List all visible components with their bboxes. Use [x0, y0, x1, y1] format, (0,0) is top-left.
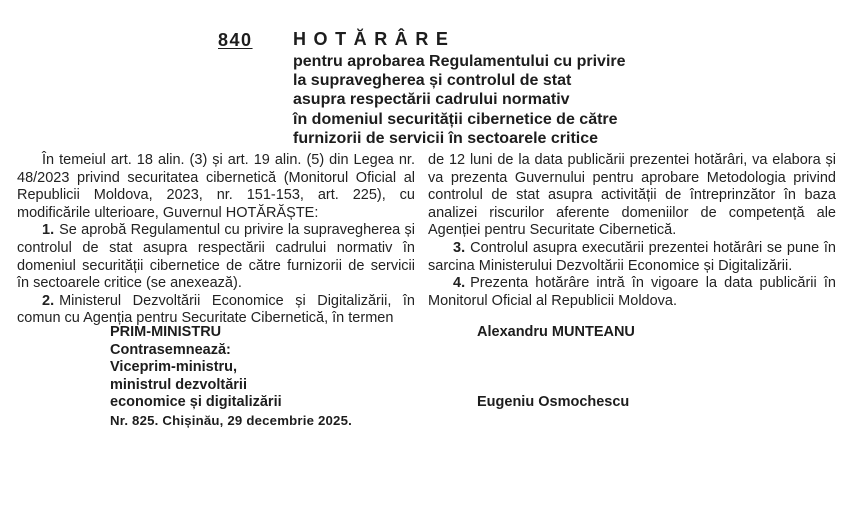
paragraph-text: Se aprobă Regulamentul cu privire la supravegherea și controlul de stat asupra respectării cadrului normativ în domeniul securității cibernetice de către furnizorii de servicii în sectoarele critice (se anexează).	[17, 222, 415, 292]
paragraph-point-2	[17, 293, 415, 328]
countersign-label: Contrasemnează:	[110, 341, 231, 358]
countersign-name: Eugeniu Osmochescu	[477, 394, 630, 410]
paragraph-preamble	[17, 152, 415, 222]
body-column-left	[17, 152, 415, 328]
decree-number: 840	[218, 30, 253, 50]
paragraph-marker: 3.	[453, 239, 466, 256]
paragraph-marker: 1.	[42, 222, 55, 239]
paragraph-point-2-continued	[428, 152, 836, 240]
signature-titles-block	[110, 324, 282, 412]
paragraph-text: Prezenta hotărâre intră în vigoare la data publicării în Monitorul Oficial al Republicii Moldova.	[428, 275, 836, 309]
pm-title: PRIM-MINISTRU	[110, 324, 222, 340]
decree-subtitle-line: la supravegherea și controlul de stat	[293, 72, 572, 90]
paragraph-text: Controlul asupra executării prezentei hotărâri se pune în sarcina Ministerului Dezvoltării Economice și Digitalizării.	[428, 239, 836, 274]
paragraph-point-3	[428, 240, 836, 275]
decree-subtitle-line: pentru aprobarea Regulamentului cu privire	[293, 53, 626, 70]
paragraph-marker: 4.	[453, 275, 466, 292]
paragraph-marker: 2.	[42, 292, 55, 309]
paragraph-point-4	[428, 275, 836, 310]
pm-name: Alexandru MUNTEANU	[477, 324, 635, 340]
decree-subtitle-line: în domeniul securității cibernetice de către	[293, 110, 618, 128]
paragraph-text: de 12 luni de la data publicării prezentei hotărâri, va elabora și va prezenta Guvernului pentru aprobare Metodologia privind controlul de stat asupra activității de întreprinzător în baza analizei riscurilor aferente domeniilor de competență ale Agenției pentru Securitate Cibernetică.	[428, 152, 836, 239]
paragraph-text: În temeiul art. 18 alin. (3) și art. 19 alin. (5) din Legea nr. 48/2023 privind securitatea cibernetică (Monitorul Oficial al Republicii Moldova, 2023, nr. 151-153, art. 225), cu modificările ulterioare, Guvernul HOTĂRĂȘTE:	[17, 152, 415, 221]
countersign-role-line: Viceprim-ministru,	[110, 359, 238, 376]
paragraph-point-1	[17, 222, 415, 292]
decree-title-block	[293, 29, 833, 148]
decree-subtitle-line: furnizorii de servicii în sectoarele critice	[293, 129, 599, 147]
decree-title: HOTĂRÂRE	[293, 29, 456, 49]
countersign-role-line: ministrul dezvoltării	[110, 376, 247, 393]
paragraph-text: Ministerul Dezvoltării Economice și Digitalizării, în comun cu Agenția pentru Securitate Cibernetică, în termen	[17, 292, 415, 327]
countersign-role-line: economice și digitalizării	[110, 394, 282, 411]
body-column-right	[428, 152, 836, 310]
decree-subtitle-line: asupra respectării cadrului normativ	[293, 91, 570, 109]
decree-footer-note: Nr. 825. Chișinău, 29 decembrie 2025.	[110, 413, 352, 428]
